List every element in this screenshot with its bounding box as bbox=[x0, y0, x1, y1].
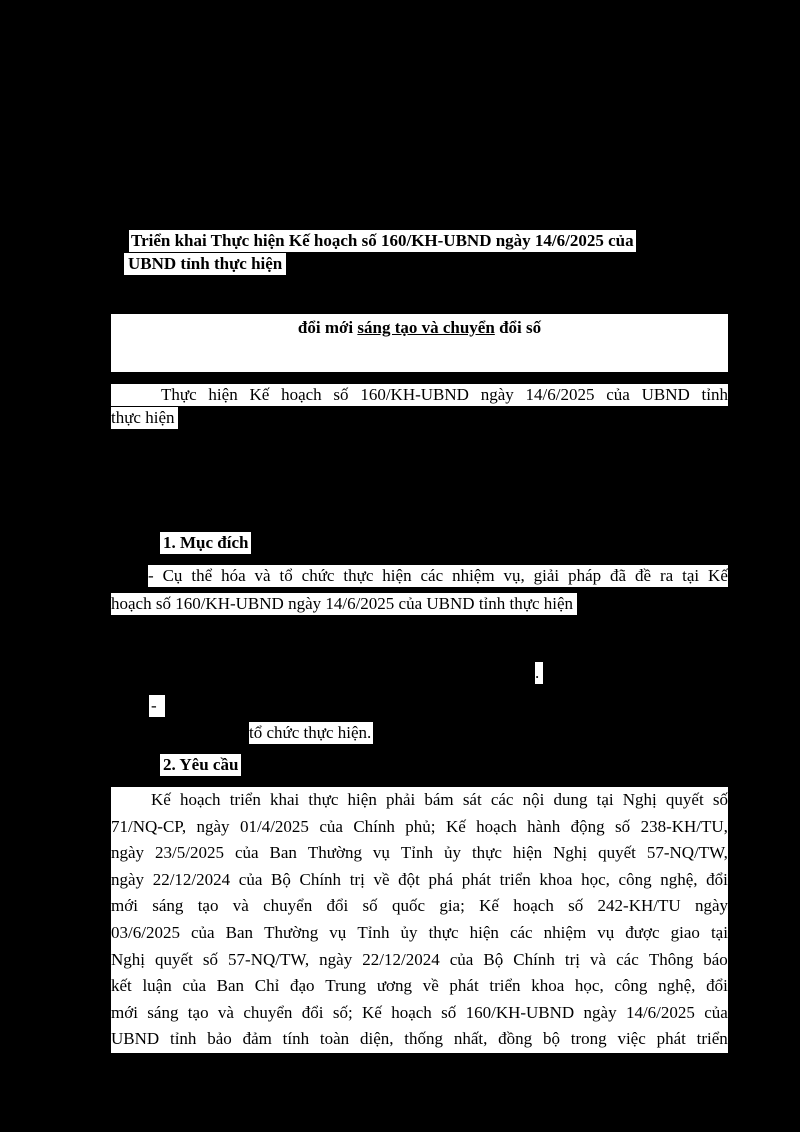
word: bộ bbox=[542, 1029, 560, 1049]
paragraph-line bbox=[111, 947, 728, 974]
word: tính bbox=[282, 1029, 310, 1049]
word: ngày bbox=[480, 385, 514, 404]
word: kết bbox=[111, 976, 132, 996]
word: vụ, bbox=[503, 566, 525, 585]
section-1-period: . bbox=[535, 662, 543, 684]
word: của bbox=[704, 1002, 728, 1022]
word: Bộ bbox=[483, 949, 504, 969]
word: các bbox=[420, 566, 444, 585]
word: trị bbox=[349, 869, 365, 889]
word: 14/6/2025 bbox=[525, 385, 595, 404]
word: đảm bbox=[242, 1029, 272, 1049]
word: việc bbox=[617, 1029, 646, 1049]
word: bảo bbox=[207, 1029, 232, 1049]
word: UBND bbox=[641, 385, 690, 404]
word: hiện bbox=[512, 843, 543, 863]
word: trong bbox=[570, 1029, 607, 1049]
word: chuyển bbox=[243, 1002, 293, 1022]
word: hiện bbox=[469, 922, 499, 942]
word: bám bbox=[424, 790, 454, 809]
word: ủy bbox=[400, 922, 418, 942]
word: các bbox=[616, 949, 639, 969]
word: các bbox=[490, 790, 514, 809]
word: gia; bbox=[439, 896, 465, 916]
word: ngày bbox=[111, 869, 145, 889]
word: luận bbox=[142, 976, 172, 996]
word: của bbox=[606, 385, 630, 404]
word: diện, bbox=[359, 1029, 394, 1049]
word: chức bbox=[301, 566, 335, 585]
word: mới bbox=[111, 896, 138, 916]
word: 01/4/2025 bbox=[239, 816, 309, 836]
word: số bbox=[712, 790, 728, 809]
word: số bbox=[615, 816, 631, 836]
word: số bbox=[202, 949, 218, 969]
word: Nghị bbox=[553, 843, 588, 863]
word: được bbox=[625, 922, 660, 942]
subtitle-text-part: đổi mới bbox=[297, 318, 358, 337]
word: của bbox=[449, 949, 474, 969]
subtitle-text-part: đổi số bbox=[494, 318, 542, 337]
paragraph-line bbox=[111, 1000, 728, 1027]
paragraph-line bbox=[111, 1026, 728, 1053]
word: hoạch bbox=[391, 1002, 432, 1022]
word: của bbox=[238, 869, 263, 889]
word: triển bbox=[489, 976, 521, 996]
word: Chính bbox=[353, 816, 395, 836]
word: giải bbox=[533, 566, 560, 585]
word: phát bbox=[461, 869, 491, 889]
word: nghệ, bbox=[658, 976, 696, 996]
word: Chỉ bbox=[254, 976, 280, 996]
word: 160/KH-UBND bbox=[465, 1002, 575, 1022]
word: Chính bbox=[299, 869, 342, 889]
word: số bbox=[362, 896, 378, 916]
word: đề bbox=[635, 566, 652, 585]
word: 22/12/2024 bbox=[152, 869, 231, 889]
word: số bbox=[333, 385, 349, 404]
word: 57-NQ/TW, bbox=[228, 949, 310, 969]
word: Kế bbox=[708, 566, 728, 585]
paragraph-line bbox=[111, 920, 728, 947]
word: hoạch bbox=[179, 790, 221, 809]
word: Bộ bbox=[271, 869, 291, 889]
word: Kế bbox=[362, 1002, 382, 1022]
word: ra bbox=[659, 566, 674, 585]
word: về bbox=[373, 869, 390, 889]
word: ngày bbox=[583, 1002, 617, 1022]
intro-line-1-text bbox=[161, 384, 728, 406]
word: ương bbox=[376, 976, 413, 996]
word: thực bbox=[308, 790, 339, 809]
intro-paragraph-line-1 bbox=[111, 384, 728, 406]
word: Chính bbox=[513, 949, 555, 969]
word: vụ bbox=[372, 843, 390, 863]
word: Ban bbox=[225, 922, 254, 942]
word: học, bbox=[574, 976, 604, 996]
word: tạo bbox=[197, 896, 219, 916]
document-title-line-2: UBND tỉnh thực hiện bbox=[124, 253, 286, 275]
word: mới bbox=[111, 1002, 138, 1022]
word: và bbox=[217, 1002, 234, 1022]
section-2-heading: 2. Yêu cầu bbox=[160, 754, 241, 776]
word: số bbox=[568, 896, 584, 916]
subtitle-underlined-text: sáng tạo và chuyển bbox=[357, 318, 495, 337]
word: UBND bbox=[111, 1029, 160, 1049]
word: 242-KH/TU bbox=[597, 896, 681, 916]
word: nhiệm bbox=[543, 922, 587, 942]
word: 14/6/2025 bbox=[625, 1002, 695, 1022]
word: phát bbox=[449, 976, 479, 996]
word: của bbox=[191, 922, 215, 942]
word: nhất, bbox=[453, 1029, 488, 1049]
word: tại bbox=[710, 922, 728, 942]
word: động bbox=[570, 816, 605, 836]
word: quyết bbox=[598, 843, 636, 863]
word: thống bbox=[404, 1029, 444, 1049]
word: trị bbox=[564, 949, 580, 969]
word: Thực bbox=[161, 385, 197, 404]
word: về bbox=[422, 976, 439, 996]
word: hoạch bbox=[476, 816, 517, 836]
word: đổi bbox=[326, 896, 349, 916]
word: triển bbox=[499, 869, 531, 889]
word: chuyển bbox=[263, 896, 313, 916]
word: 71/NQ-CP, bbox=[111, 816, 187, 836]
word: đột bbox=[398, 869, 420, 889]
word: hiện bbox=[208, 385, 238, 404]
word: và bbox=[254, 566, 271, 585]
word: vụ bbox=[329, 922, 347, 942]
word: sáng bbox=[147, 1002, 179, 1022]
word: của bbox=[319, 816, 343, 836]
paragraph-line bbox=[111, 867, 728, 894]
word: thực bbox=[343, 566, 374, 585]
word: Nghị bbox=[622, 790, 657, 809]
word: đổi bbox=[301, 1002, 324, 1022]
word: khai bbox=[270, 790, 300, 809]
word: khoa bbox=[531, 976, 565, 996]
word: hoạch bbox=[281, 385, 322, 404]
paragraph-line bbox=[111, 787, 728, 814]
word: Ban bbox=[269, 843, 297, 863]
word: hóa bbox=[221, 566, 246, 585]
word: tại bbox=[596, 790, 614, 809]
word: đồng bbox=[498, 1029, 533, 1049]
word: và bbox=[590, 949, 607, 969]
word: học, bbox=[581, 869, 610, 889]
word: sát bbox=[462, 790, 482, 809]
word: phải bbox=[385, 790, 416, 809]
word: đạo bbox=[289, 976, 315, 996]
word: triển bbox=[696, 1029, 728, 1049]
bullet-dash: - bbox=[151, 696, 157, 715]
word: giao bbox=[670, 922, 700, 942]
word: phủ; bbox=[405, 816, 436, 836]
word: 22/12/2024 bbox=[362, 949, 440, 969]
section-1-line-1 bbox=[148, 565, 728, 587]
word: dung bbox=[553, 790, 588, 809]
word: phát bbox=[656, 1029, 686, 1049]
word: Thường bbox=[307, 843, 362, 863]
word: hành bbox=[527, 816, 561, 836]
word: ngày bbox=[319, 949, 353, 969]
word: Nghị bbox=[111, 949, 145, 969]
word: tại bbox=[682, 566, 700, 585]
word: đã bbox=[610, 566, 627, 585]
word: quyết bbox=[665, 790, 704, 809]
section-1-heading: 1. Mục đích bbox=[160, 532, 251, 554]
word: Cụ bbox=[162, 566, 183, 585]
word: nhiệm bbox=[452, 566, 495, 585]
word: nghệ, bbox=[660, 869, 698, 889]
word: triển bbox=[229, 790, 261, 809]
word: Kế bbox=[249, 385, 270, 404]
word: thực bbox=[428, 922, 459, 942]
word: ngày bbox=[196, 816, 230, 836]
word: toàn bbox=[319, 1029, 350, 1049]
paragraph-line bbox=[111, 973, 728, 1000]
word: Kế bbox=[151, 790, 171, 809]
word: và bbox=[232, 896, 249, 916]
word: ủy bbox=[443, 843, 461, 863]
word: Trung bbox=[325, 976, 367, 996]
word: hoạch bbox=[513, 896, 554, 916]
word: tổ bbox=[279, 566, 293, 585]
word: 238-KH/TU, bbox=[640, 816, 728, 836]
word: 23/5/2025 bbox=[155, 843, 224, 863]
paragraph-line bbox=[111, 893, 728, 920]
word: tỉnh bbox=[701, 385, 728, 404]
word: vụ bbox=[597, 922, 615, 942]
word: phá bbox=[428, 869, 454, 889]
paragraph-line bbox=[111, 840, 728, 867]
word: Ban bbox=[216, 976, 245, 996]
word: khoa bbox=[539, 869, 573, 889]
document-title-line-1: Triển khai Thực hiện Kế hoạch số 160/KH-UBND ngày 14/6/2025 của bbox=[131, 231, 634, 250]
word: hiện bbox=[382, 566, 412, 585]
word: Thông bbox=[648, 949, 694, 969]
word: pháp bbox=[568, 566, 602, 585]
section-2-paragraph bbox=[111, 787, 728, 1053]
subtitle-banner bbox=[111, 314, 728, 372]
word: Tỉnh bbox=[357, 922, 390, 942]
word: sáng bbox=[152, 896, 184, 916]
word: - bbox=[148, 566, 154, 585]
word: Kế bbox=[479, 896, 499, 916]
word: ngày bbox=[111, 843, 145, 863]
word: của bbox=[182, 976, 206, 996]
section-1-line-3: tổ chức thực hiện. bbox=[249, 723, 372, 742]
subtitle-text bbox=[111, 318, 728, 338]
word: nội bbox=[522, 790, 545, 809]
section-1-bullet bbox=[149, 695, 165, 717]
word: tỉnh bbox=[169, 1029, 197, 1049]
word: tạo bbox=[187, 1002, 209, 1022]
word: của bbox=[234, 843, 259, 863]
word: đổi bbox=[706, 976, 728, 996]
paragraph-line bbox=[111, 814, 728, 841]
word: 57-NQ/TW, bbox=[646, 843, 728, 863]
section-1-line-1-text bbox=[148, 565, 728, 587]
word: 03/6/2025 bbox=[111, 922, 180, 942]
section-1-line-2: hoạch số 160/KH-UBND ngày 14/6/2025 của UBND tỉnh thực hiện bbox=[111, 593, 577, 615]
word: quốc bbox=[391, 896, 426, 916]
word: 160/KH-UBND bbox=[360, 385, 469, 404]
intro-paragraph-line-2: thực hiện bbox=[111, 407, 178, 429]
word: các bbox=[509, 922, 533, 942]
word: ngày bbox=[694, 896, 728, 916]
word: báo bbox=[703, 949, 728, 969]
word: Tỉnh bbox=[400, 843, 433, 863]
word: thực bbox=[471, 843, 502, 863]
word: Thường bbox=[264, 922, 319, 942]
word: Kế bbox=[445, 816, 466, 836]
word: quyết bbox=[155, 949, 193, 969]
word: số; bbox=[332, 1002, 353, 1022]
word: công bbox=[618, 869, 652, 889]
word: đổi bbox=[706, 869, 728, 889]
word: số bbox=[441, 1002, 457, 1022]
word: thể bbox=[191, 566, 213, 585]
word: công bbox=[614, 976, 648, 996]
word: hiện bbox=[347, 790, 377, 809]
